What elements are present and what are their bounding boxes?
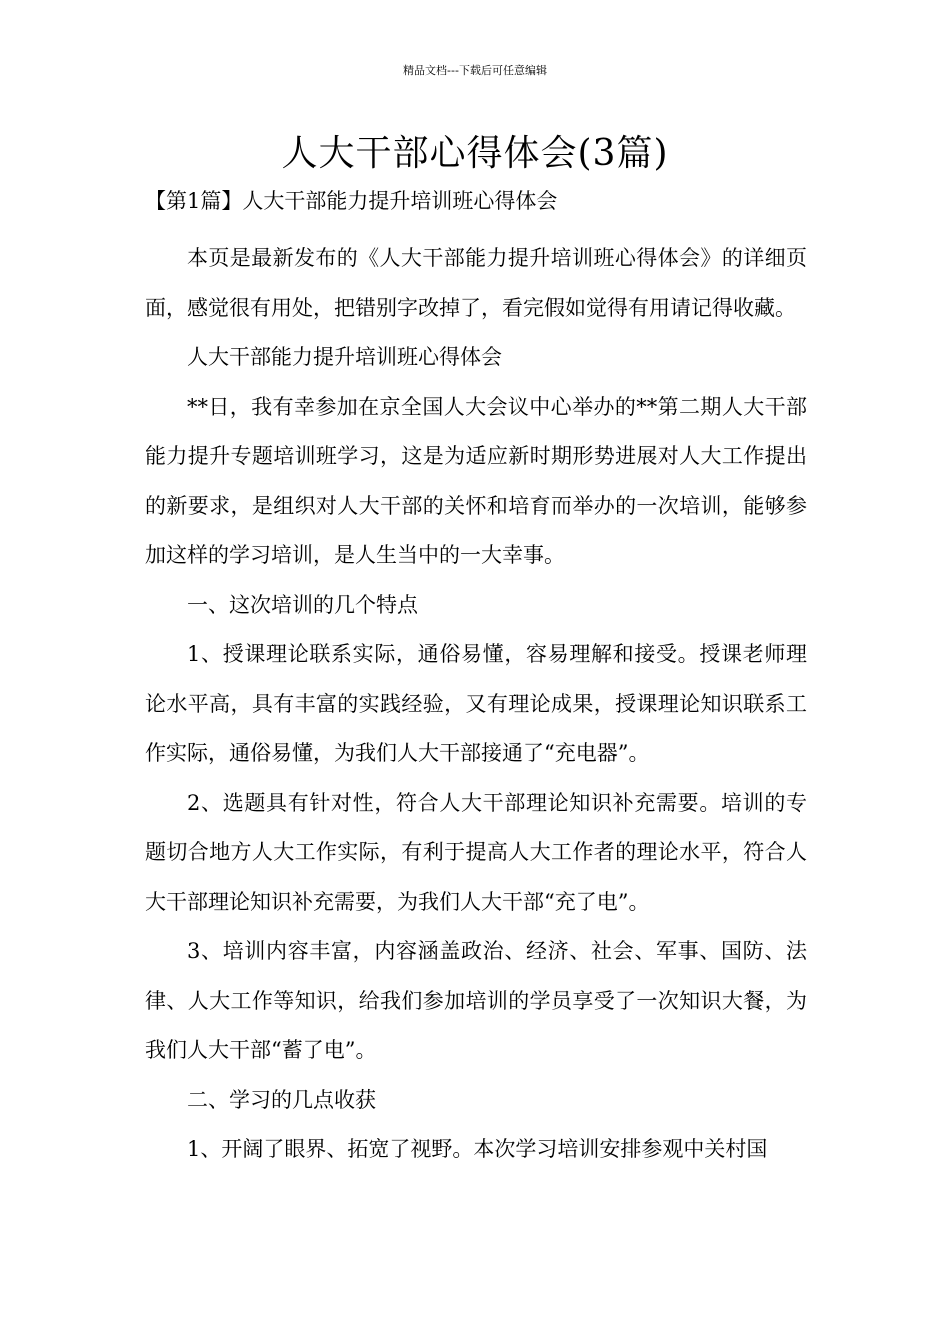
paragraph: 1、开阔了眼界、拓宽了视野。本次学习培训安排参观中关村国 (187, 1137, 768, 1161)
paragraph: 1、授课理论联系实际，通俗易懂，容易理解和接受。授课老师理论水平高，具有丰富的实践经验，又有理论成果，授课理论知识联系工作实际，通俗易懂，为我们人大干部接通了“充电器”。 (145, 642, 807, 765)
document-title: 人大干部心得体会(3篇) (281, 133, 669, 174)
paragraph: 本页是最新发布的《人大干部能力提升培训班心得体会》的详细页面，感觉很有用处，把错别字改掉了，看完假如觉得有用请记得收藏。 (145, 246, 807, 320)
document-body (145, 234, 807, 1175)
paragraph: 2、选题具有针对性，符合人大干部理论知识补充需要。培训的专题切合地方人大工作实际，有利于提高人大工作者的理论水平，符合人大干部理论知识补充需要，为我们人大干部“充了电”。 (145, 790, 807, 914)
page-header: 精品文档---下载后可任意编辑 (403, 64, 547, 77)
paragraph: 人大干部能力提升培训班心得体会 (187, 345, 502, 369)
paragraph: **日，我有幸参加在京全国人大会议中心举办的**第二期人大干部能力提升专题培训班学习，这是为适应新时期形势进展对人大工作提出的新要求，是组织对人大干部的关怀和培育而举办的一次培训，能够参加这样的学习培训，是人生当中的一大幸事。 (145, 394, 807, 567)
section-heading: 【第1篇】人大干部能力提升培训班心得体会 (145, 189, 558, 213)
paragraph: 一、这次培训的几个特点 (187, 592, 418, 617)
paragraph: 3、培训内容丰富，内容涵盖政治、经济、社会、军事、国防、法律、人大工作等知识，给我们参加培训的学员享受了一次知识大餐，为我们人大干部“蓄了电”。 (145, 939, 807, 1062)
paragraph: 二、学习的几点收获 (187, 1087, 376, 1112)
